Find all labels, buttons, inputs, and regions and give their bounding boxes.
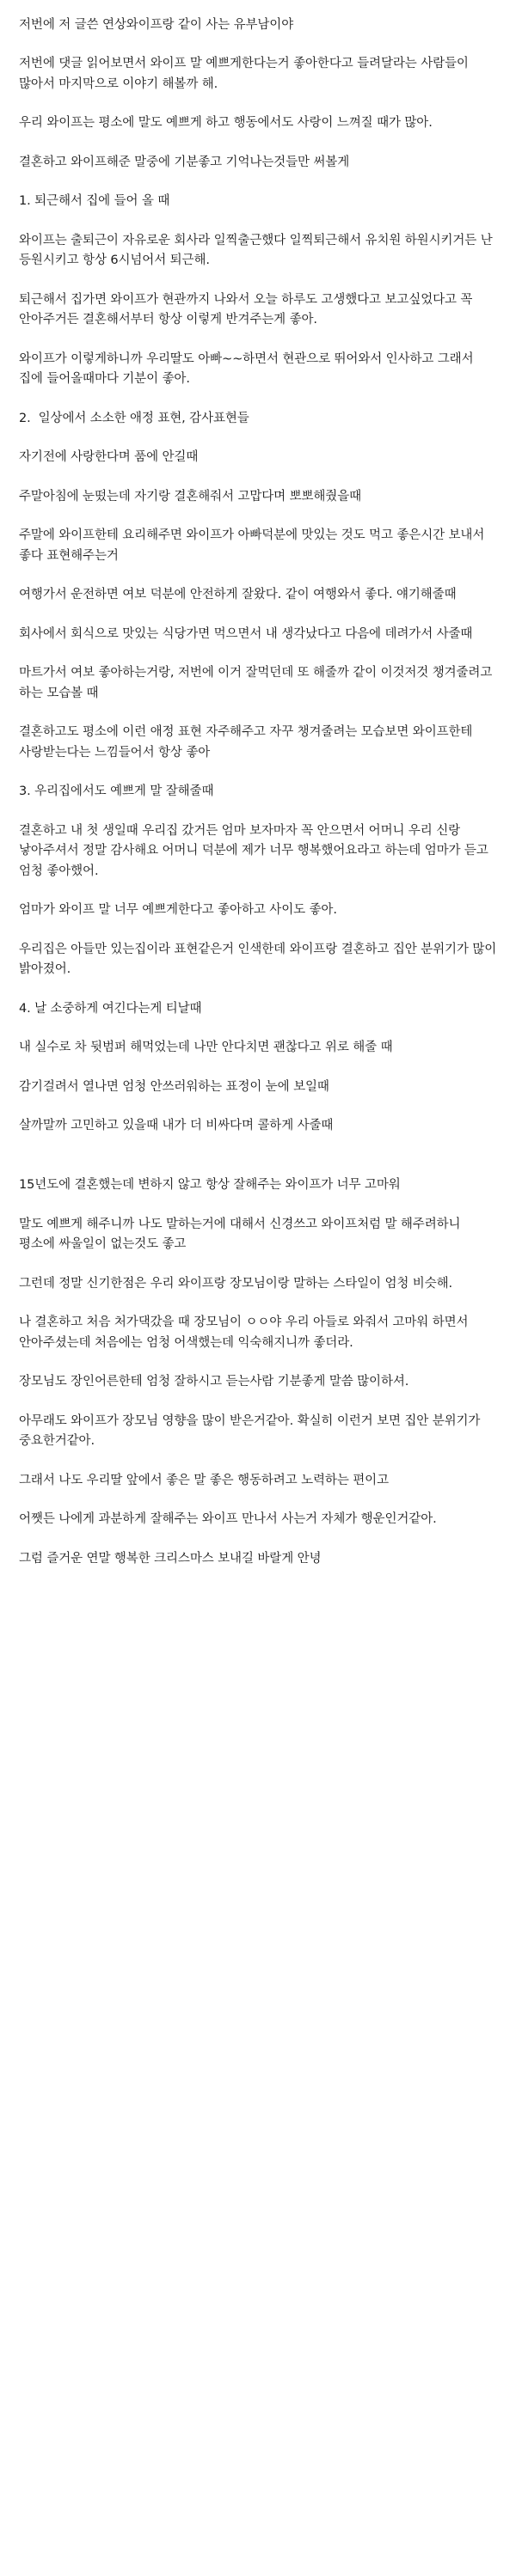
paragraph: 주말아침에 눈떴는데 자기랑 결혼해줘서 고맙다며 뽀뽀해줬을때 bbox=[19, 489, 362, 504]
paragraph: 4. 날 소중하게 여긴다는게 티날때 bbox=[19, 1001, 202, 1016]
paragraph: 회사에서 회식으로 맛있는 식당가면 먹으면서 내 생각났다고 다음에 데려가서 사줄때 bbox=[19, 626, 473, 641]
paragraph: 결혼하고도 평소에 이런 애정 표현 자주해주고 자꾸 챙겨줄려는 모습보면 와이프한테 사랑받는다는 느낌들어서 항상 좋아 bbox=[19, 725, 476, 760]
paragraph: 퇴근해서 집가면 와이프가 현관까지 나와서 오늘 하루도 고생했다고 보고싶었다고 꼭 안아주거든 결혼해서부터 항상 이렇게 반겨주는게 좋아. bbox=[19, 292, 476, 327]
paragraph: 그런데 정말 신기한점은 우리 와이프랑 장모님이랑 말하는 스타일이 엄청 비슷해. bbox=[19, 1276, 453, 1291]
paragraph: 와이프는 출퇴근이 자유로운 회사라 일찍출근했다 일찍퇴근해서 유치원 하원시키거든 난 등원시키고 항상 6시넘어서 퇴근해. bbox=[19, 233, 497, 268]
paragraph: 저번에 저 글쓴 연상와이프랑 같이 사는 유부남이야 bbox=[19, 18, 294, 32]
paragraph: 내 실수로 차 뒷범퍼 해먹었는데 나만 안다치면 괜찮다고 위로 해줄 때 bbox=[19, 1041, 393, 1055]
paragraph: 살까말까 고민하고 있을때 내가 더 비싸다며 콜하게 사줄때 bbox=[19, 1118, 334, 1132]
paragraph: 장모님도 장인어른한테 엄청 잘하시고 듣는사람 기분좋게 말씀 많이하셔. bbox=[19, 1375, 409, 1389]
paragraph: 감기걸려서 열나면 엄청 안쓰러워하는 표정이 눈에 보일때 bbox=[19, 1079, 329, 1094]
paragraph: 우리집은 아들만 있는집이라 표현같은거 인색한데 와이프랑 결혼하고 집안 분위기가 많이 밝아졌어. bbox=[19, 942, 501, 977]
paragraph: 15년도에 결혼했는데 변하지 않고 항상 잘해주는 와이프가 너무 고마워 bbox=[19, 1178, 401, 1193]
paragraph: 결혼하고 내 첫 생일때 우리집 갔거든 엄마 보자마자 꼭 안으면서 어머니 우리 신랑 낳아주셔서 정말 감사해요 어머니 덕분에 제가 너무 행복했어요라고 하는데 엄마가 듣고 엄청 좋아했어. bbox=[19, 823, 493, 878]
paragraph: 결혼하고 와이프해준 말중에 기분좋고 기억나는것들만 써볼게 bbox=[19, 155, 350, 169]
paragraph: 우리 와이프는 평소에 말도 예쁘게 하고 행동에서도 사랑이 느껴질 때가 많아. bbox=[19, 116, 433, 131]
paragraph-container bbox=[19, 15, 501, 1569]
paragraph: 엄마가 와이프 말 너무 예쁘게한다고 좋아하고 사이도 좋아. bbox=[19, 903, 337, 918]
paragraph: 2. 일상에서 소소한 애정 표현, 감사표현들 bbox=[19, 411, 249, 425]
paragraph: 말도 예쁘게 해주니까 나도 말하는거에 대해서 신경쓰고 와이프처럼 말 해주려하니 평소에 싸울일이 없는것도 좋고 bbox=[19, 1217, 464, 1252]
paragraph: 그럼 즐거운 연말 행복한 크리스마스 보내길 바랄게 안녕 bbox=[19, 1551, 322, 1566]
paragraph: 여행가서 운전하면 여보 덕분에 안전하게 잘왔다. 같이 여행와서 좋다. 얘기해줄때 bbox=[19, 588, 457, 602]
paragraph: 어쨋든 나에게 과분하게 잘해주는 와이프 만나서 사는거 자체가 행운인거같아. bbox=[19, 1512, 437, 1527]
paragraph: 그래서 나도 우리딸 앞에서 좋은 말 좋은 행동하려고 노력하는 편이고 bbox=[19, 1473, 389, 1487]
paragraph: 3. 우리집에서도 예쁘게 말 잘해줄때 bbox=[19, 784, 214, 799]
paragraph: 마트가서 여보 좋아하는거랑, 저번에 이거 잘먹던데 또 해줄까 같이 이것저것 챙겨줄려고 하는 모습볼 때 bbox=[19, 666, 496, 700]
paragraph: 자기전에 사랑한다며 품에 안길때 bbox=[19, 450, 199, 465]
paragraph: 아무래도 와이프가 장모님 영향을 많이 받은거같아. 확실히 이런거 보면 집안 분위기가 중요한거같아. bbox=[19, 1413, 484, 1449]
paragraph: 주말에 와이프한테 요리해주면 와이프가 아빠덕분에 맛있는 것도 먹고 좋은시간 보내서 좋다 표현해주는거 bbox=[19, 528, 488, 563]
paragraph: 저번에 댓글 읽어보면서 와이프 말 예쁘게한다는거 좋아한다고 들려달라는 사람들이 많아서 마지막으로 이야기 해볼까 해. bbox=[19, 57, 473, 91]
paragraph: 나 결혼하고 처음 처가댁갔을 때 장모님이 ㅇㅇ야 우리 아들로 와줘서 고마워 하면서 안아주셨는데 처음에는 엄청 어색했는데 익숙해지니까 좋더라. bbox=[19, 1315, 472, 1350]
paragraph: 1. 퇴근해서 집에 들어 올 때 bbox=[19, 194, 170, 209]
paragraph: 와이프가 이렇게하니까 우리딸도 아빠~~하면서 현관으로 뛰어와서 인사하고 그래서 집에 들어올때마다 기분이 좋아. bbox=[19, 351, 478, 387]
